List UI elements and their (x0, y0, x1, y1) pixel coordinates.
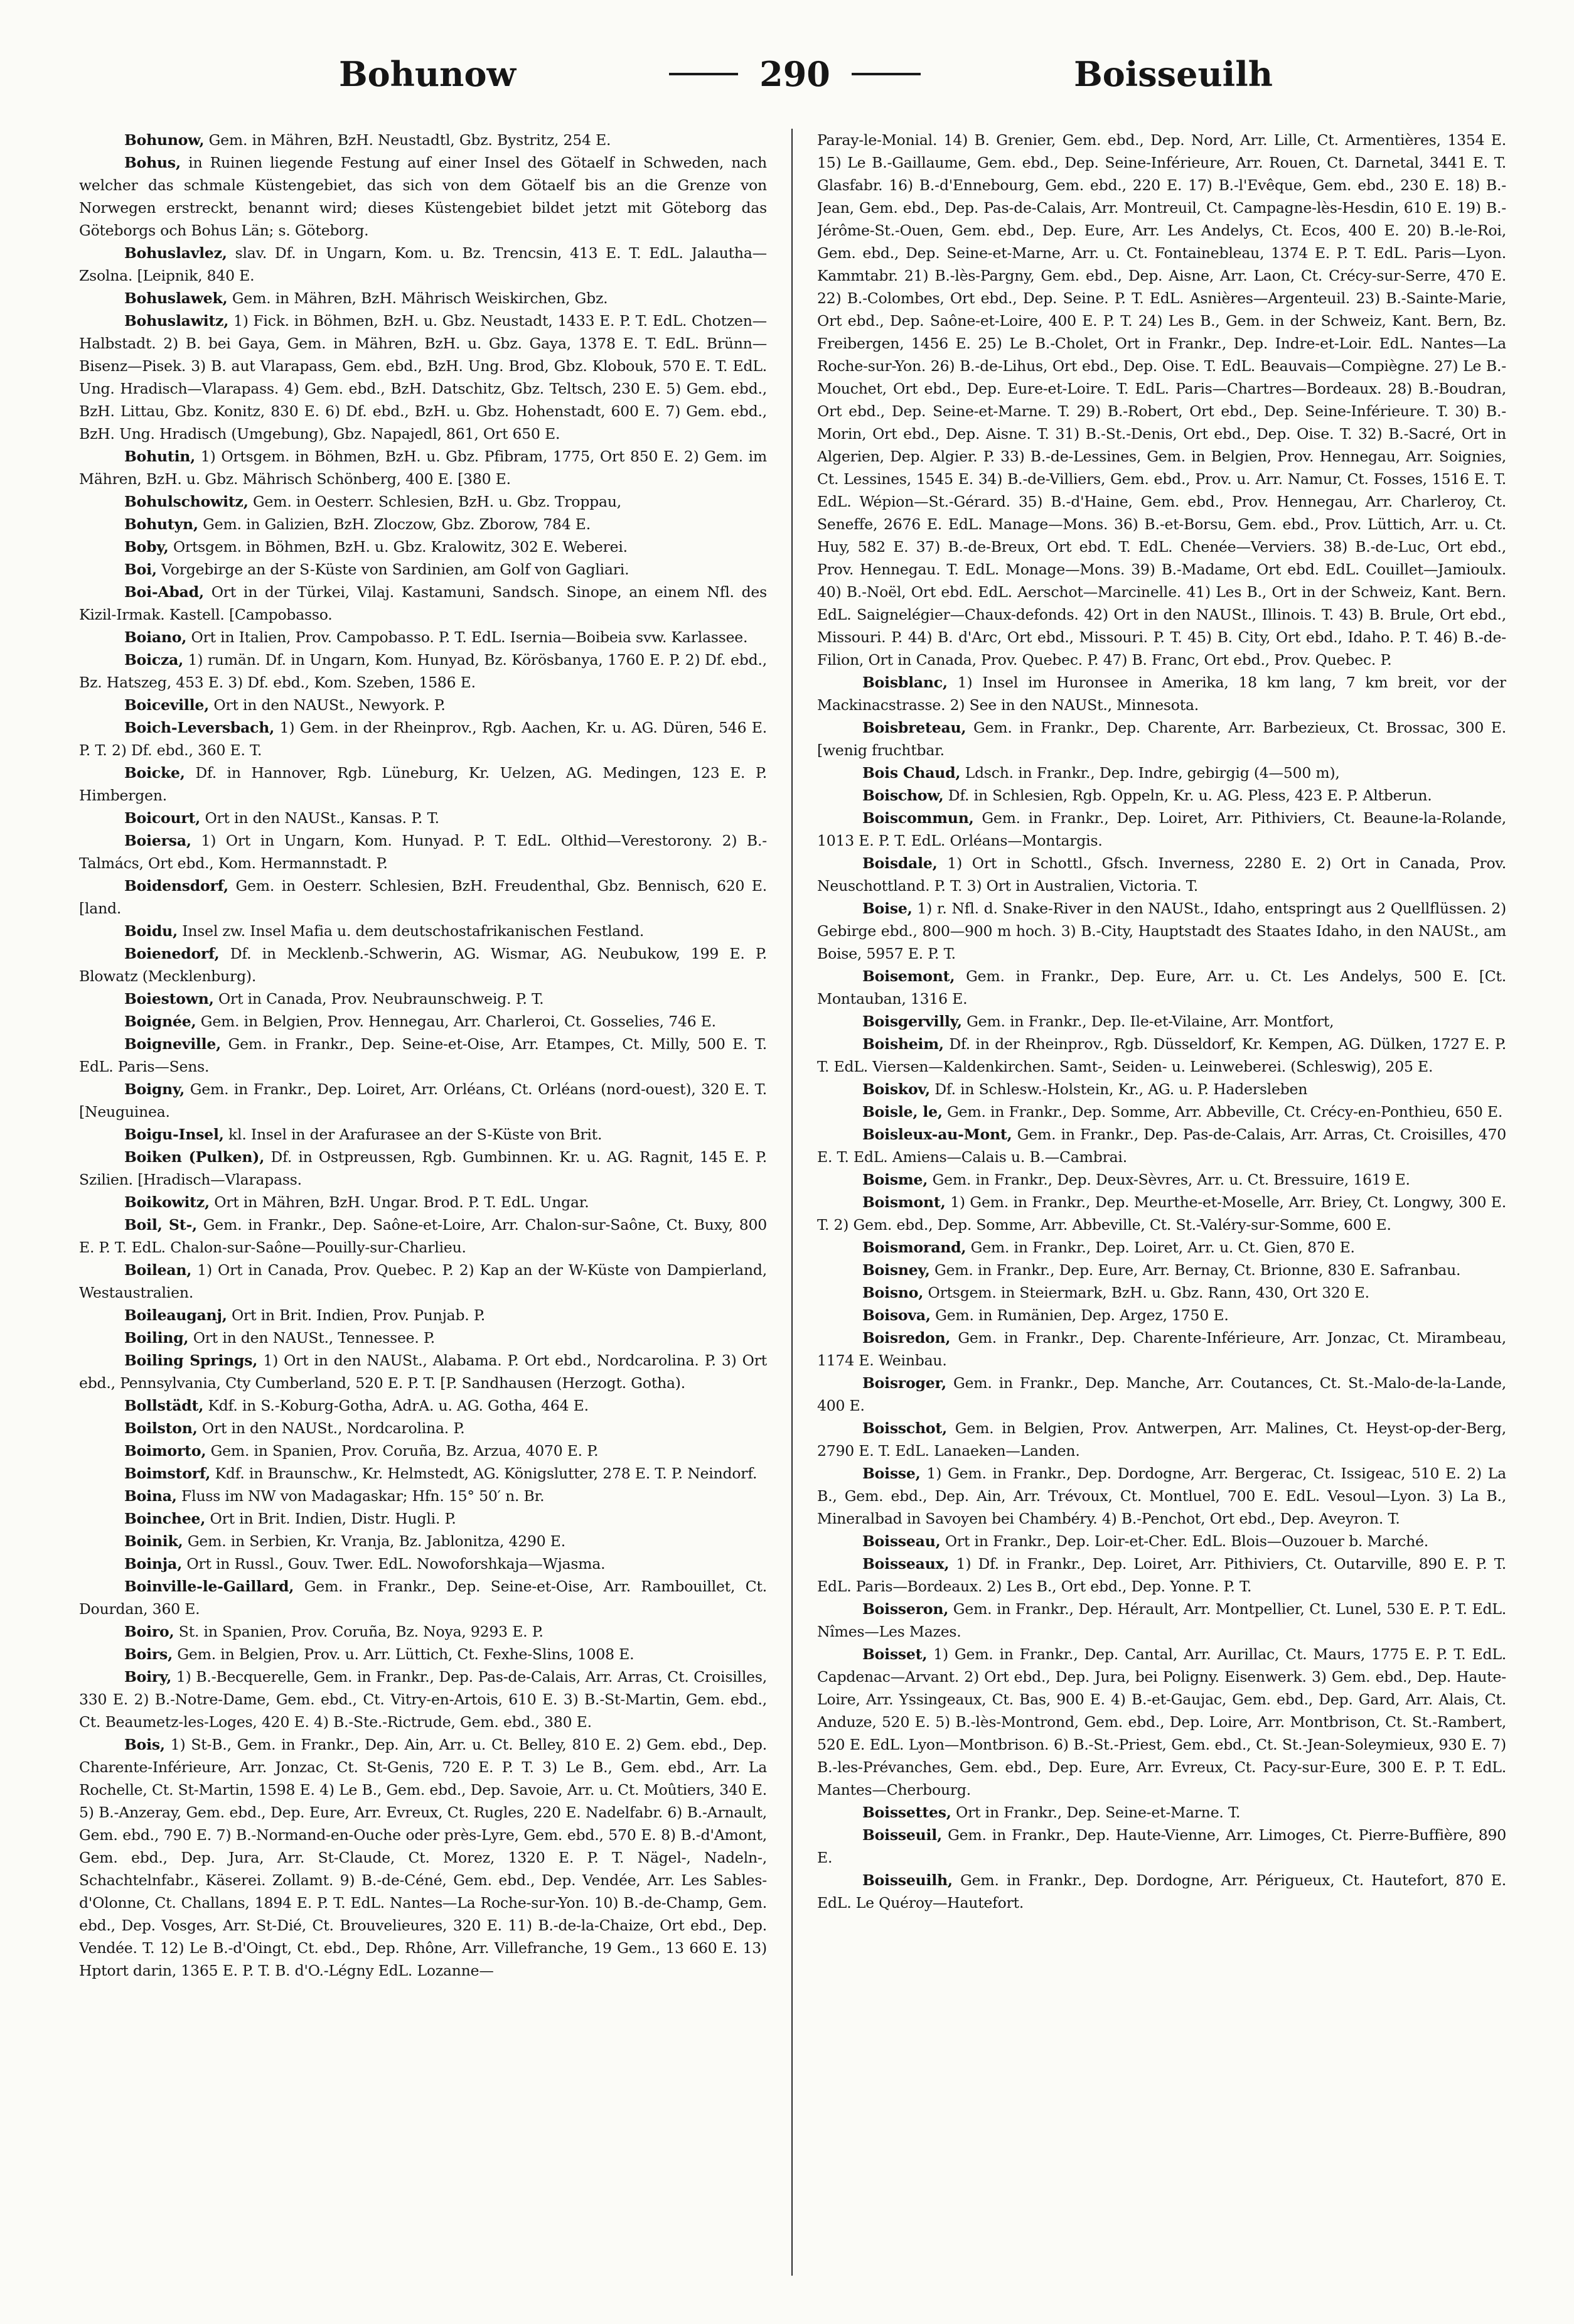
dictionary-entry (817, 1530, 1506, 1552)
dictionary-entry (79, 1213, 767, 1259)
entry-headword: Boisova, (862, 1306, 931, 1324)
dictionary-entry (79, 626, 767, 648)
entry-body: Gem. in Frankr., Dep. Dordogne, Arr. Périgueux, Ct. Hautefort, 870 E. EdL. Le Quéroy—Hautefort. (817, 1871, 1506, 1912)
entry-headword: Boich-Leversbach, (124, 719, 275, 736)
entry-headword: Boisseron, (862, 1600, 949, 1618)
entry-body: Gem. in Mähren, BzH. Mährisch Weiskirchen, Gbz. (232, 289, 608, 307)
entry-body: Gem. in Frankr., Dep. Seine-et-Oise, Arr. Etampes, Ct. Milly, 500 E. T. EdL. Paris—Sens. (79, 1035, 767, 1075)
dictionary-entry (79, 558, 767, 581)
entry-headword: Boisno, (862, 1284, 924, 1301)
entry-headword: Boiry, (124, 1668, 172, 1686)
entry-headword: Boismont, (862, 1193, 946, 1211)
dictionary-entry (79, 445, 767, 490)
page-number-group (669, 54, 921, 94)
dictionary-entry (79, 1575, 767, 1620)
entry-headword: Boignée, (124, 1013, 196, 1030)
entry-body: Gem. in Frankr., Dep. Deux-Sèvres, Arr. u. Ct. Bressuire, 1619 E. (932, 1171, 1410, 1188)
dictionary-entry (817, 807, 1506, 852)
entry-body: Gem. in Galizien, BzH. Zloczow, Gbz. Zborow, 784 E. (203, 515, 591, 533)
entry-body: Insel zw. Insel Mafia u. dem deutschostafrikanischen Festland. (182, 922, 645, 940)
entry-headword: Boisgervilly, (862, 1013, 962, 1030)
entry-body: 1) rumän. Df. in Ungarn, Kom. Hunyad, Bz. Körösbanya, 1760 E. P. 2) Df. ebd., Bz. Hatszeg, 453 E. 3) Df. ebd., Kom. Szeben, 1586 E. (79, 651, 767, 691)
entry-headword: Bohuslawek, (124, 289, 228, 307)
entry-headword: Boiestown, (124, 990, 214, 1008)
entry-headword: Bollstädt, (124, 1397, 204, 1414)
entry-body: Kdf. in S.-Koburg-Gotha, AdrA. u. AG. Gotha, 464 E. (208, 1397, 589, 1414)
entry-body: Gem. in Frankr., Dep. Loiret, Arr. u. Ct. Gien, 870 E. (970, 1239, 1355, 1256)
entry-body: in Ruinen liegende Festung auf einer Insel des Götaelf in Schweden, nach welcher das schmale Küstengebiet, das sich von dem Götaelf bis an die Grenze von Norwegen erstreckt, benannt wird; dieses Küstengebiet bildet jetzt mit Göteborg das Göteborgs och Bohus Län; s. Göteborg. (79, 154, 767, 239)
dictionary-entry (79, 1304, 767, 1326)
dictionary-entry (79, 942, 767, 987)
dictionary-entry (817, 1326, 1506, 1372)
entry-headword: Boisbreteau, (862, 719, 966, 736)
entry-headword: Bohuslavlez, (124, 244, 227, 262)
dictionary-entry (817, 1372, 1506, 1417)
entry-headword: Boigny, (124, 1080, 185, 1098)
entry-headword: Boicke, (124, 764, 185, 782)
entry-body: Df. in Ostpreussen, Rgb. Gumbinnen. Kr. u. AG. Ragnit, 145 E. P. Szilien. [Hradisch—Vlarapass. (79, 1148, 767, 1188)
entry-body: Ort in Frankr., Dep. Seine-et-Marne. T. (956, 1804, 1241, 1821)
entry-headword: Boiceville, (124, 696, 210, 714)
entry-headword: Bois Chaud, (862, 764, 961, 782)
entry-headword: Boienedorf, (124, 945, 220, 962)
entry-headword: Boicourt, (124, 809, 201, 827)
dictionary-entry (79, 1439, 767, 1462)
left-column (79, 129, 767, 2298)
entry-headword: Boisle, le, (862, 1103, 943, 1121)
dictionary-entry (817, 897, 1506, 965)
entry-headword: Boisemont, (862, 967, 955, 985)
dictionary-entry (79, 1643, 767, 1665)
entry-body: Gem. in Frankr., Dep. Eure, Arr. u. Ct. Les Andelys, 500 E. [Ct. Montauban, 1316 E. (817, 967, 1506, 1008)
entry-headword: Boigu-Insel, (124, 1126, 224, 1143)
dictionary-entry (817, 1100, 1506, 1123)
dictionary-entry (79, 581, 767, 626)
dictionary-entry (817, 1191, 1506, 1236)
entry-headword: Boisney, (862, 1261, 930, 1279)
dictionary-entry (79, 287, 767, 309)
dictionary-entry (817, 1123, 1506, 1168)
entry-headword: Boisdale, (862, 854, 938, 872)
entry-body: Fluss im NW von Madagaskar; Hfn. 15° 50′ n. Br. (181, 1487, 545, 1505)
entry-headword: Boinik, (124, 1532, 183, 1550)
dictionary-entry (817, 965, 1506, 1010)
dictionary-entry (79, 1259, 767, 1304)
dictionary-entry (79, 1733, 767, 1982)
entry-headword: Boinchee, (124, 1510, 206, 1527)
dictionary-entry (817, 1033, 1506, 1078)
entry-body: Ort in Canada, Prov. Neubraunschweig. P. T. (218, 990, 544, 1008)
entry-headword: Boiling Springs, (124, 1352, 258, 1369)
entry-body: 1) Insel im Huronsee in Amerika, 18 km lang, 7 km breit, vor der Mackinacstrasse. 2) See in den NAUSt., Minnesota. (817, 674, 1506, 714)
entry-headword: Boischow, (862, 787, 944, 804)
entry-headword: Boisseuilh, (862, 1871, 953, 1889)
entry-body: Gem. in Frankr., Dep. Charente, Arr. Barbezieux, Ct. Brossac, 300 E. [wenig fruchtbar. (817, 719, 1506, 759)
entry-headword: Bohutin, (124, 448, 196, 465)
dictionary-entry (817, 1168, 1506, 1191)
dictionary-entry (817, 1462, 1506, 1530)
entry-headword: Boisblanc, (862, 674, 948, 691)
dictionary-entry (817, 1643, 1506, 1801)
dictionary-entry (79, 1394, 767, 1417)
entry-body: 1) Gem. in Frankr., Dep. Cantal, Arr. Aurillac, Ct. Maurs, 1775 E. P. T. EdL. Capdenac—Arvant. 2) Ort ebd., Dep. Jura, bei Poligny. Eisenwerk. 3) Gem. ebd., Dep. Haute-Loire, Arr. Yssingeaux, Ct. Bas, 900 E. 4) B.-et-Gaujac, Gem. ebd., Dep. Gard, Arr. Alais, Ct. Anduze, 520 E. 5) B.-lès-Montrond, Gem. ebd., Dep. Loire, Arr. Montbrison, Ct. St.-Rambert, 520 E. EdL. Lyon—Montbrison. 6) B.-St.-Priest, Gem. ebd., Ct. St.-Jean-Soleymieux, 930 E. 7) B.-les-Prévanches, Gem. ebd., Dep. Eure, Arr. Evreux, Ct. Pacy-sur-Eure, 300 E. P. T. EdL. Mantes—Cherbourg. (817, 1645, 1506, 1799)
entry-body: kl. Insel in der Arafurasee an der S-Küste von Brit. (228, 1126, 602, 1143)
entry-headword: Boicza, (124, 651, 184, 669)
entry-body: Gem. in Frankr., Dep. Pas-de-Calais, Arr. Arras, Ct. Croisilles, 470 E. T. EdL. Amiens—Calais u. B.—Cambrai. (817, 1126, 1506, 1166)
dictionary-entry (817, 1552, 1506, 1598)
entry-body: Ortsgem. in Steiermark, BzH. u. Gbz. Rann, 430, Ort 320 E. (928, 1284, 1369, 1301)
entry-headword: Boiskov, (862, 1080, 930, 1098)
entry-headword: Boisredon, (862, 1329, 951, 1347)
entry-headword: Boigneville, (124, 1035, 222, 1053)
entry-body: Ort in Brit. Indien, Distr. Hugli. P. (210, 1510, 456, 1527)
dictionary-entry (79, 920, 767, 942)
dictionary-entry (79, 1530, 767, 1552)
dictionary-entry (79, 1123, 767, 1146)
dictionary-entry (817, 852, 1506, 897)
entry-headword: Boise, (862, 900, 913, 917)
dictionary-entry (79, 1033, 767, 1078)
dictionary-entry (817, 1281, 1506, 1304)
entry-body: Vorgebirge an der S-Küste von Sardinien, am Golf von Gagliari. (161, 561, 629, 578)
entry-body: Gem. in Oesterr. Schlesien, BzH. u. Gbz. Troppau, (252, 493, 622, 510)
dictionary-entry (79, 242, 767, 287)
entry-body: Df. in der Rheinprov., Rgb. Düsseldorf, Kr. Kempen, AG. Dülken, 1727 E. P. T. EdL. Viersen—Kaldenkirchen. Samt-, Seiden- u. Leinweberei. (Schleswig), 205 E. (817, 1035, 1506, 1075)
dictionary-entry (817, 1304, 1506, 1326)
entry-headword: Bohus, (124, 154, 181, 171)
entry-body: Kdf. in Braunschw., Kr. Helmstedt, AG. Königslutter, 278 E. T. P. Neindorf. (215, 1465, 758, 1482)
entry-headword: Bohutyn, (124, 515, 198, 533)
entry-body: Gem. in Spanien, Prov. Coruña, Bz. Arzua, 4070 E. P. (210, 1442, 599, 1460)
dictionary-entry (817, 1824, 1506, 1869)
entry-headword: Boidu, (124, 922, 178, 940)
entry-body: Df. in Hannover, Rgb. Lüneburg, Kr. Uelzen, AG. Medingen, 123 E. P. Himbergen. (79, 764, 767, 804)
entry-headword: Boimstorf, (124, 1465, 211, 1482)
dictionary-entry (79, 874, 767, 920)
dictionary-entry (79, 1078, 767, 1123)
header-dash-right (852, 73, 921, 75)
entry-headword: Boisroger, (862, 1374, 946, 1392)
entry-headword: Boinville-le-Gaillard, (124, 1578, 294, 1595)
entry-body: 1) Gem. in Frankr., Dep. Dordogne, Arr. Bergerac, Ct. Issigeac, 510 E. 2) La B., Gem. ebd., Dep. Ain, Arr. Trévoux, Ct. Montluel, 700 E. EdL. Vesoul—Lyon. 3) La B., Mineralbad in Savoyen bei Chambéry. 4) B.-Penchot, Ort ebd., Dep. Aveyron. T. (817, 1465, 1506, 1527)
entry-body: Df. in Mecklenb.-Schwerin, AG. Wismar, AG. Neubukow, 199 E. P. Blowatz (Mecklenburg). (79, 945, 767, 985)
entry-headword: Bohunow, (124, 131, 205, 149)
entry-headword: Boiken (Pulken), (124, 1148, 265, 1166)
entry-headword: Bohulschowitz, (124, 493, 249, 510)
entry-body: Gem. in Serbien, Kr. Vranja, Bz. Jablonitza, 4290 E. (187, 1532, 566, 1550)
entry-body: Df. in Schlesien, Rgb. Oppeln, Kr. u. AG. Pless, 423 E. P. Altberun. (948, 787, 1432, 804)
dictionary-entry (79, 1417, 767, 1439)
entry-headword: Boina, (124, 1487, 177, 1505)
entry-body: Gem. in Frankr., Dep. Loiret, Arr. Orléans, Ct. Orléans (nord-ouest), 320 E. T. [Neuguinea. (79, 1080, 767, 1121)
entry-headword: Bois, (124, 1736, 165, 1753)
dictionary-entry (79, 694, 767, 716)
entry-headword: Boirs, (124, 1645, 173, 1663)
entry-headword: Boisheim, (862, 1035, 944, 1053)
entry-body: Gem. in Belgien, Prov. Hennegau, Arr. Charleroi, Ct. Gosselies, 746 E. (200, 1013, 716, 1030)
dictionary-entry (817, 716, 1506, 761)
entry-headword: Boismorand, (862, 1239, 966, 1256)
entry-body: Ort in der Türkei, Vilaj. Kastamuni, Sandsch. Sinope, an einem Nfl. des Kizil-Irmak. Kastell. [Campobasso. (79, 583, 767, 623)
entry-body: Gem. in Frankr., Dep. Ile-et-Vilaine, Arr. Montfort, (966, 1013, 1334, 1030)
entry-body: Ort in den NAUSt., Newyork. P. (213, 696, 446, 714)
entry-body: Gem. in Frankr., Dep. Haute-Vienne, Arr. Limoges, Ct. Pierre-Buffière, 890 E. (817, 1826, 1506, 1866)
entry-body: Df. in Schlesw.-Holstein, Kr., AG. u. P. Hadersleben (934, 1080, 1308, 1098)
entry-body: Gem. in Rumänien, Dep. Argez, 1750 E. (935, 1306, 1229, 1324)
entry-body: Gem. in Frankr., Dep. Loiret, Arr. Pithiviers, Ct. Beaune-la-Rolande, 1013 E. P. T. EdL. Orléans—Montargis. (817, 809, 1506, 849)
entry-body: Gem. in Frankr., Dep. Somme, Arr. Abbeville, Ct. Crécy-en-Ponthieu, 650 E. (947, 1103, 1503, 1121)
dictionary-entry (79, 309, 767, 445)
dictionary-entry (79, 1146, 767, 1191)
entry-headword: Boissettes, (862, 1804, 951, 1821)
entry-headword: Boiano, (124, 628, 187, 646)
entry-body: Gem. in Belgien, Prov. Antwerpen, Arr. Malines, Ct. Heyst-op-der-Berg, 2790 E. T. EdL. Lanaeken—Landen. (817, 1419, 1506, 1460)
dictionary-entry (79, 535, 767, 558)
entry-headword: Boisleux-au-Mont, (862, 1126, 1012, 1143)
dictionary-entry (817, 761, 1506, 784)
running-head-last-entry: Boisseuilh (1074, 54, 1273, 94)
entry-headword: Boi, (124, 561, 157, 578)
entry-body: Ldsch. in Frankr., Dep. Indre, gebirgig (4—500 m), (965, 764, 1340, 782)
entry-headword: Boidensdorf, (124, 877, 229, 895)
entry-headword: Boilean, (124, 1261, 192, 1279)
entry-body: Gem. in Oesterr. Schlesien, BzH. Freudenthal, Gbz. Bennisch, 620 E. [land. (79, 877, 767, 917)
dictionary-entry (79, 1485, 767, 1507)
entry-headword: Boimorto, (124, 1442, 206, 1460)
entry-body: 1) Ort in Canada, Prov. Quebec. P. 2) Kap an der W-Küste von Dampierland, Westaustralien. (79, 1261, 767, 1301)
dictionary-entry (79, 490, 767, 513)
entry-headword: Bohuslawitz, (124, 312, 229, 330)
entry-body: Ortsgem. in Böhmen, BzH. u. Gbz. Kralowitz, 302 E. Weberei. (173, 538, 628, 556)
dictionary-entry (817, 1259, 1506, 1281)
entry-headword: Boisseaux, (862, 1555, 950, 1573)
running-head-first-entry: Bohunow (339, 54, 516, 94)
dictionary-entry (817, 1869, 1506, 1914)
entry-body: slav. Df. in Ungarn, Kom. u. Bz. Trencsin, 413 E. T. EdL. Jalautha—Zsolna. [Leipnik, 840 E. (79, 244, 767, 284)
dictionary-entry (817, 1801, 1506, 1824)
dictionary-entry (817, 1236, 1506, 1259)
entry-body: 1) St-B., Gem. in Frankr., Dep. Ain, Arr. u. Ct. Belley, 810 E. 2) Gem. ebd., Dep. Charente-Inférieure, Arr. Jonzac, Ct. St-Genis, 720 E. P. T. 3) Le B., Gem. ebd., Arr. La Rochelle, Ct. St-Martin, 1598 E. 4) Le B., Gem. ebd., Dep. Savoie, Arr. u. Ct. Moûtiers, 340 E. 5) B.-Anzeray, Gem. ebd., Dep. Eure, Arr. Evreux, Ct. Rugles, 220 E. Nadelfabr. 6) B.-Arnault, Gem. ebd., 790 E. 7) B.-Normand-en-Ouche oder près-Lyre, Gem. ebd., 570 E. 8) B.-d'Amont, Gem. ebd., Dep. Jura, Arr. St-Claude, Ct. Morez, 1320 E. P. T. Nägel-, Nadeln-, Schachtelnfabr., Käserei. Zollamt. 9) B.-de-Céné, Gem. ebd., Dep. Vendée, Arr. Les Sables-d'Olonne, Ct. Challans, 1894 E. P. T. EdL. Nantes—La Roche-sur-Yon. 10) B.-de-Champ, Gem. ebd., Dep. Vosges, Arr. St-Dié, Ct. Brouvelieures, 320 E. 11) B.-de-la-Chaize, Ort ebd., Dep. Vendée. T. 12) Le B.-d'Oingt, Ct. ebd., Dep. Rhône, Arr. Villefranche, 19 Gem., 13 660 E. 13) Hptort darin, 1365 E. P. T. B. d'O.-Légny EdL. Lozanne— (79, 1736, 767, 1979)
entry-body: 1) B.-Becquerelle, Gem. in Frankr., Dep. Pas-de-Calais, Arr. Arras, Ct. Croisilles, 330 E. 2) B.-Notre-Dame, Gem. ebd., Ct. Vitry-en-Artois, 610 E. 3) B.-St-Martin, Gem. ebd., Ct. Beaumetz-les-Loges, 420 E. 4) B.-Ste.-Rictrude, Gem. ebd., 380 E. (79, 1668, 767, 1731)
page-number: 290 (759, 54, 830, 94)
entry-body: Gem. in Frankr., Dep. Saône-et-Loire, Arr. Chalon-sur-Saône, Ct. Buxy, 800 E. P. T. EdL. Chalon-sur-Saône—Pouilly-sur-Charlieu. (79, 1216, 767, 1256)
entry-body: 1) Fick. in Böhmen, BzH. u. Gbz. Neustadt, 1433 E. P. T. EdL. Chotzen—Halbstadt. 2) B. bei Gaya, Gem. in Mähren, BzH. u. Gbz. Gaya, 1378 E. T. EdL. Brünn—Bisenz—Pisek. 3) B. aut Vlarapass, Gem. ebd., BzH. Ung. Brod, Gbz. Klobouk, 570 E. T. EdL. Ung. Hradisch—Vlarapass. 4) Gem. ebd., BzH. Datschitz, Gbz. Teltsch, 230 E. 5) Gem. ebd., BzH. Littau, Gbz. Konitz, 830 E. 6) Df. ebd., BzH. u. Gbz. Hohenstadt, 600 E. 7) Gem. ebd., BzH. Ung. Hradisch (Umgebung), Gbz. Napajedl, 861, Ort 650 E. (79, 312, 767, 443)
entry-body: St. in Spanien, Prov. Coruña, Bz. Noya, 9293 E. P. (178, 1623, 543, 1640)
entry-body: 1) Gem. in Frankr., Dep. Meurthe-et-Moselle, Arr. Briey, Ct. Longwy, 300 E. T. 2) Gem. ebd., Dep. Somme, Arr. Abbeville, Ct. St.-Valéry-sur-Somme, 600 E. (817, 1193, 1506, 1234)
entry-headword: Boby, (124, 538, 169, 556)
dictionary-entry (79, 987, 767, 1010)
entry-body: 1) Gem. in der Rheinprov., Rgb. Aachen, Kr. u. AG. Düren, 546 E. P. T. 2) Df. ebd., 360 E. T. (79, 719, 767, 759)
dictionary-entry (79, 1349, 767, 1394)
entry-headword: Boisse, (862, 1465, 921, 1482)
dictionary-entry (79, 1010, 767, 1033)
entry-body: Gem. in Frankr., Dep. Seine-et-Oise, Arr. Rambouillet, Ct. Dourdan, 360 E. (79, 1578, 767, 1618)
entry-body: Ort in Frankr., Dep. Loir-et-Cher. EdL. Blois—Ouzouer b. Marché. (945, 1532, 1429, 1550)
entry-headword: Boiro, (124, 1623, 174, 1640)
entry-body: 1) Ort in Ungarn, Kom. Hunyad. P. T. EdL. Olthid—Verestorony. 2) B.-Talmács, Ort ebd., Kom. Hermannstadt. P. (79, 832, 767, 872)
dictionary-entry (817, 671, 1506, 716)
dictionary-entry (79, 1507, 767, 1530)
dictionary-entry (79, 716, 767, 761)
dictionary-entry (817, 129, 1506, 671)
entry-body: 1) r. Nfl. d. Snake-River in den NAUSt., Idaho, entspringt aus 2 Quellflüssen. 2) Gebirge ebd., 800—900 m hoch. 3) B.-City, Hauptstadt des Staates Idaho, in den NAUSt., am Boise, 5957 E. P. T. (817, 900, 1506, 962)
entry-body: Gem. in Frankr., Dep. Charente-Inférieure, Arr. Jonzac, Ct. Mirambeau, 1174 E. Weinbau. (817, 1329, 1506, 1369)
entry-body: 1) Ort in den NAUSt., Alabama. P. Ort ebd., Nordcarolina. P. 3) Ort ebd., Pennsylvania, Cty Cumberland, 520 E. P. T. [P. Sandhausen (Herzogt. Gotha). (79, 1352, 767, 1392)
entry-body: Ort in Italien, Prov. Campobasso. P. T. EdL. Isernia—Boibeia svw. Karlassee. (191, 628, 748, 646)
entry-body: Gem. in Belgien, Prov. u. Arr. Lüttich, Ct. Fexhe-Slins, 1008 E. (177, 1645, 634, 1663)
entry-body: Gem. in Frankr., Dep. Eure, Arr. Bernay, Ct. Brionne, 830 E. Safranbau. (934, 1261, 1461, 1279)
dictionary-entry (79, 513, 767, 535)
dictionary-entry (817, 784, 1506, 807)
entry-headword: Boisme, (862, 1171, 928, 1188)
entry-body: Ort in den NAUSt., Tennessee. P. (193, 1329, 436, 1347)
entry-body: 1) Ort in Schottl., Gfsch. Inverness, 2280 E. 2) Ort in Canada, Prov. Neuschottland. P. T. 3) Ort in Australien, Victoria. T. (817, 854, 1506, 895)
entry-headword: Boiersa, (124, 832, 191, 849)
dictionary-entry (817, 1598, 1506, 1643)
entry-body: Ort in Brit. Indien, Prov. Punjab. P. (231, 1306, 485, 1324)
column-divider (791, 129, 793, 2276)
dictionary-entry (79, 129, 767, 151)
dictionary-entry (79, 1665, 767, 1733)
entry-headword: Boiling, (124, 1329, 189, 1347)
header-dash-left (669, 73, 738, 75)
entry-body: Gem. in Frankr., Dep. Manche, Arr. Coutances, Ct. St.-Malo-de-la-Lande, 400 E. (817, 1374, 1506, 1414)
dictionary-entry (817, 1010, 1506, 1033)
entry-body: Ort in den NAUSt., Kansas. P. T. (205, 809, 439, 827)
entry-headword: Boisseuil, (862, 1826, 942, 1844)
page-header (100, 36, 1499, 112)
dictionary-entry (79, 807, 767, 829)
entry-body: 1) Ortsgem. in Böhmen, BzH. u. Gbz. Pfibram, 1775, Ort 850 E. 2) Gem. im Mähren, BzH. u. Gbz. Mährisch Schönberg, 400 E. [380 E. (79, 448, 767, 488)
entry-body: Paray-le-Monial. 14) B. Grenier, Gem. ebd., Dep. Nord, Arr. Lille, Ct. Armentières, 1354 E. 15) Le B.-Gaillaume, Gem. ebd., Dep. Seine-Inférieure, Arr. Rouen, Ct. Darnetal, 3441 E. T. Glasfabr. 16) B.-d'Ennebourg, Gem. ebd., 220 E. 17) B.-l'Evêque, Gem. ebd., 230 E. 18) B.-Jean, Gem. ebd., Dep. Pas-de-Calais, Arr. Montreuil, Ct. Campagne-lès-Hesdin, 610 E. 19) B.-Jérôme-St.-Ouen, Gem. ebd., Dep. Eure, Arr. Les Andelys, Ct. Ecos, 400 E. 20) B.-le-Roi, Gem. ebd., Dep. Seine-et-Marne, Arr. u. Ct. Fontainebleau, 1374 E. P. T. EdL. Paris—Lyon. Kammtabr. 21) B.-lès-Pargny, Gem. ebd., Dep. Aisne, Arr. Laon, Ct. Crécy-sur-Serre, 470 E. 22) B.-Colombes, Ort ebd., Dep. Seine. P. T. EdL. Asnières—Argenteuil. 23) B.-Sainte-Marie, Ort ebd., Dep. Saône-et-Loire, 400 E. P. T. 24) Les B., Gem. in der Schweiz, Kant. Bern, Bz. Freibergen, 1456 E. 25) Le B.-Cholet, Ort in Frankr., Dep. Indre-et-Loir. EdL. Nantes—La Roche-sur-Yon. 26) B.-de-Lihus, Ort ebd., Dep. Oise. T. EdL. Beauvais—Compiègne. 27) Le B.-Mouchet, Ort ebd., Dep. Eure-et-Loire. T. EdL. Paris—Chartres—Bordeaux. 28) B.-Boudran, Ort ebd., Dep. Seine-et-Marne. T. 29) B.-Robert, Ort ebd., Dep. Seine-Inférieure. T. 30) B.-Morin, Ort ebd., Dep. Aisne. T. 31) B.-St.-Denis, Ort ebd., Dep. Oise. T. 32) B.-Sacré, Ort in Algerien, Dep. Algier. P. 33) B.-de-Lessines, Gem. in Belgien, Prov. Hennegau, Arr. Soignies, Ct. Lessines, 1545 E. 34) B.-de-Villiers, Gem. ebd., Prov. u. Arr. Namur, Ct. Fosses, 1516 E. T. EdL. Wépion—St.-Gérard. 35) B.-d'Haine, Gem. ebd., Prov. Hennegau, Arr. Charleroy, Ct. Seneffe, 2676 E. EdL. Manage—Mons. 36) B.-et-Borsu, Gem. ebd., Prov. Lüttich, Arr. u. Ct. Huy, 582 E. 37) B.-de-Breux, Ort ebd. T. EdL. Chenée—Verviers. 38) B.-de-Luc, Ort ebd., Prov. Hennegau. T. EdL. Monage—Mons. 39) B.-Madame, Ort ebd. EdL. Couillet—Jamioulx. 40) B.-Noël, Ort ebd. EdL. Aerschot—Marcinelle. 41) Les B., Ort in der Schweiz, Kant. Bern. EdL. Saignelégier—Chaux-defonds. 42) Ort in den NAUSt., Illinois. T. 43) B. Brule, Ort ebd., Missouri. P. 44) B. d'Arc, Ort ebd., Missouri. P. T. 45) B. City, Ort ebd., Idaho. P. T. 46) B.-de-Filion, Ort in Canada, Prov. Quebec. P. 47) B. Franc, Ort ebd., Prov. Quebec. P. (817, 131, 1506, 669)
dictionary-entry (79, 151, 767, 242)
dictionary-entry (79, 1620, 767, 1643)
right-column (817, 129, 1506, 2298)
entry-body: Ort in Russl., Gouv. Twer. EdL. Nowoforshkaja—Wjasma. (186, 1555, 606, 1573)
entry-headword: Boil, St-, (124, 1216, 197, 1234)
dictionary-entry (79, 1326, 767, 1349)
entry-headword: Boisschot, (862, 1419, 948, 1437)
entry-headword: Boisset, (862, 1645, 928, 1663)
dictionary-entry (79, 761, 767, 807)
entry-headword: Boisseau, (862, 1532, 941, 1550)
entry-headword: Boikowitz, (124, 1193, 210, 1211)
entry-headword: Boileauganj, (124, 1306, 227, 1324)
dictionary-entry (79, 1191, 767, 1213)
dictionary-entry (79, 1552, 767, 1575)
dictionary-entry (817, 1417, 1506, 1462)
entry-body: Ort in Mähren, BzH. Ungar. Brod. P. T. EdL. Ungar. (214, 1193, 589, 1211)
entry-body: Ort in den NAUSt., Nordcarolina. P. (201, 1419, 465, 1437)
entry-headword: Boiscommun, (862, 809, 974, 827)
entry-headword: Boi-Abad, (124, 583, 204, 601)
entry-headword: Boilston, (124, 1419, 198, 1437)
dictionary-entry (79, 1462, 767, 1485)
dictionary-entry (79, 648, 767, 694)
entry-body: 1) Df. in Frankr., Dep. Loiret, Arr. Pithiviers, Ct. Outarville, 890 E. P. T. EdL. Paris—Bordeaux. 2) Les B., Ort ebd., Dep. Yonne. P. T. (817, 1555, 1506, 1595)
entry-body: Gem. in Mähren, BzH. Neustadtl, Gbz. Bystritz, 254 E. (208, 131, 611, 149)
entry-body: Gem. in Frankr., Dep. Hérault, Arr. Montpellier, Ct. Lunel, 530 E. P. T. EdL. Nîmes—Les Mazes. (817, 1600, 1506, 1640)
entry-headword: Boinja, (124, 1555, 183, 1573)
dictionary-entry (817, 1078, 1506, 1100)
dictionary-entry (79, 829, 767, 874)
